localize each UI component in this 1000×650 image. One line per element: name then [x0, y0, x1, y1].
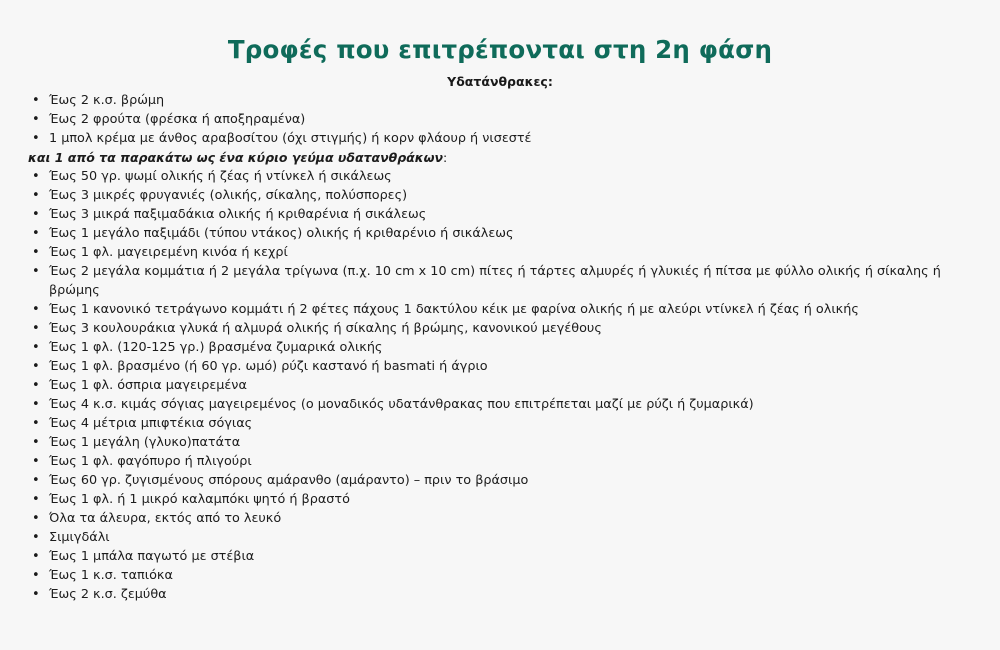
list-item: • Έως 3 κουλουράκια γλυκά ή αλμυρά ολικής ή σίκαλης ή βρώμης, κανονικού μεγέθους [49, 319, 972, 338]
choice-items-list [28, 167, 972, 604]
list-item: • Έως 1 φλ. βρασμένο (ή 60 γρ. ωμό) ρύζι καστανό ή basmati ή άγριο [49, 357, 972, 376]
list-item: • Έως 4 μέτρια μπιφτέκια σόγιας [49, 414, 972, 433]
list-item: • Έως 1 κανονικό τετράγωνο κομμάτι ή 2 φέτες πάχους 1 δακτύλου κέικ με φαρίνα ολικής ή με αλεύρι ντίνκελ ή ζέας ή ολικής [49, 300, 972, 319]
list-item: • Έως 1 φλ. ή 1 μικρό καλαμπόκι ψητό ή βραστό [49, 490, 972, 509]
list-item: • Έως 1 κ.σ. ταπιόκα [49, 566, 972, 585]
section-heading: Υδατάνθρακες: [447, 74, 553, 89]
list-item: • Έως 2 φρούτα (φρέσκα ή αποξηραμένα) [49, 110, 972, 129]
list-item: • 1 μπολ κρέμα με άνθος αραβοσίτου (όχι στιγμής) ή κορν φλάουρ ή νισεστέ [49, 129, 972, 148]
list-item: • Έως 1 φλ. μαγειρεμένη κινόα ή κεχρί [49, 243, 972, 262]
list-item: • Έως 1 φλ. όσπρια μαγειρεμένα [49, 376, 972, 395]
page-title: Τροφές που επιτρέπονται στη 2η φάση [227, 35, 773, 64]
choice-intro-tail: : [443, 150, 448, 165]
list-item: • Έως 3 μικρές φρυγανιές (ολικής, σίκαλης, πολύσπορες) [49, 186, 972, 205]
list-item: • Σιμιγδάλι [49, 528, 972, 547]
list-item: • Έως 60 γρ. ζυγισμένους σπόρους αμάρανθο (αμάραντο) – πριν το βράσιμο [49, 471, 972, 490]
choice-intro [28, 148, 972, 167]
list-item: • Έως 1 μεγάλο παξιμάδι (τύπου ντάκος) ολικής ή κριθαρένιο ή σικάλεως [49, 224, 972, 243]
list-item: • Έως 50 γρ. ψωμί ολικής ή ζέας ή ντίνκελ ή σικάλεως [49, 167, 972, 186]
list-item: • Έως 1 μπάλα παγωτό με στέβια [49, 547, 972, 566]
list-item: • Έως 2 κ.σ. ζεμύθα [49, 585, 972, 604]
list-item: • Όλα τα άλευρα, εκτός από το λευκό [49, 509, 972, 528]
list-item: • Έως 4 κ.σ. κιμάς σόγιας μαγειρεμένος (ο μοναδικός υδατάνθρακας που επιτρέπεται μαζί με ρύζι ή ζυμαρικά) [49, 395, 972, 414]
list-item: • Έως 2 κ.σ. βρώμη [49, 91, 972, 110]
list-item: • Έως 1 μεγάλη (γλυκο)πατάτα [49, 433, 972, 452]
choice-intro-bold: και 1 από τα παρακάτω ως ένα κύριο γεύμα υδατανθράκων [28, 150, 443, 165]
basic-items-list [28, 91, 972, 148]
list-item: • Έως 1 φλ. (120-125 γρ.) βρασμένα ζυμαρικά ολικής [49, 338, 972, 357]
list-item: • Έως 1 φλ. φαγόπυρο ή πλιγούρι [49, 452, 972, 471]
list-item: • Έως 3 μικρά παξιμαδάκια ολικής ή κριθαρένια ή σικάλεως [49, 205, 972, 224]
list-item: • Έως 2 μεγάλα κομμάτια ή 2 μεγάλα τρίγωνα (π.χ. 10 cm x 10 cm) πίτες ή τάρτες αλμυρές ή γλυκιές ή πίτσα με φύλλο ολικής ή σίκαλης ή βρώμης [49, 262, 972, 300]
